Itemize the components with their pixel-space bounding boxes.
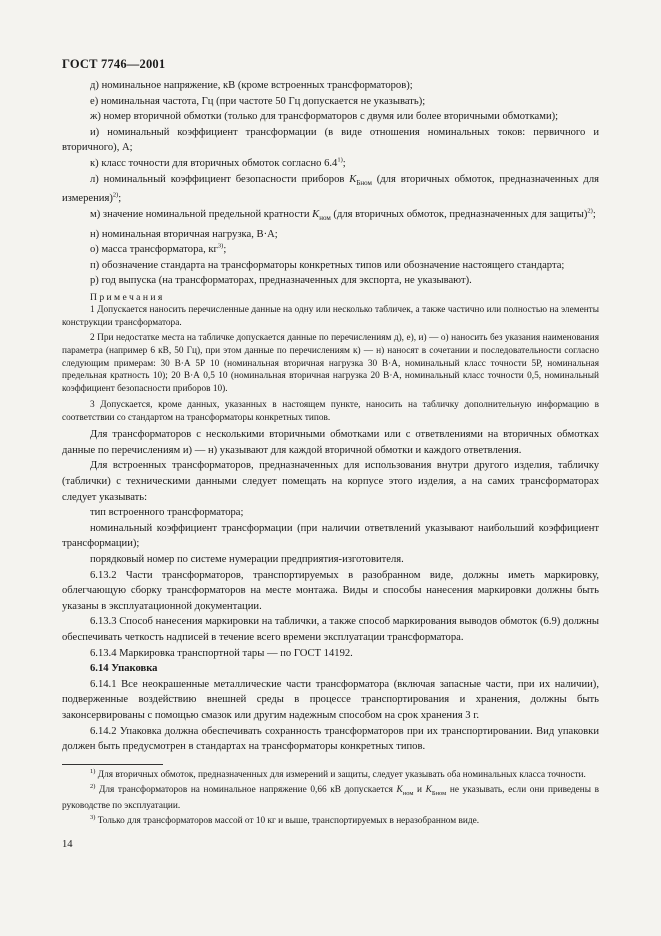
symbol-k: K bbox=[396, 784, 403, 795]
section-6-13-4: 6.13.4 Маркировка транспортной тары — по ГОСТ 14192. bbox=[90, 647, 353, 659]
list-item: е) номинальная частота, Гц (при частоте 50 Гц допускается не указывать); bbox=[90, 95, 426, 107]
list-item-punct: ; bbox=[118, 193, 122, 205]
symbol-subscript: ном bbox=[319, 213, 331, 222]
page-number: 14 bbox=[62, 839, 73, 850]
footnote-divider bbox=[62, 764, 163, 765]
page-header: ГОСТ 7746—2001 bbox=[62, 57, 166, 71]
footnote-mark: 3) bbox=[90, 813, 96, 821]
footnotes bbox=[62, 769, 599, 829]
section-heading: 6.14 Упаковка bbox=[90, 663, 158, 675]
footnote-text: Только для трансформаторов массой от 10 кг и выше, транспортируемых в неразобранном виде. bbox=[95, 815, 480, 826]
list-item: и) номинальный коэффициент трансформации (в виде отношения номинальных токов: первичного и вторичного), А; bbox=[62, 126, 599, 154]
list-item-punct: ; bbox=[223, 244, 227, 256]
list-item-text: (для вторичных обмоток, предназначенных для измерения) bbox=[62, 173, 599, 205]
section-6-13-2: 6.13.2 Части трансформаторов, транспортируемых в разобранном виде, должны иметь маркировку, облегчающую сборку трансформаторов на месте монтажа. Виды и способы нанесения маркировки должны быть указаны в эксплуатационной документации. bbox=[62, 569, 599, 612]
footnote-text: Для вторичных обмоток, предназначенных для измерений и защиты, следует указывать оба номинальных класса точности. bbox=[95, 770, 586, 780]
list-item-punct: ; bbox=[592, 208, 596, 220]
footnote-mark: 1) bbox=[90, 767, 96, 775]
section-6-14-2: 6.14.2 Упаковка должна обеспечивать сохранность трансформаторов при их транспортировании. Вид упаковки должен быть предусмотрен в стандартах на трансформаторы конкретных типов. bbox=[62, 725, 599, 753]
footnote-ref: 2) bbox=[587, 207, 593, 215]
footnote-ref: 3) bbox=[217, 242, 224, 250]
list-item: д) номинальное напряжение, кВ (кроме встроенных трансформаторов); bbox=[90, 80, 413, 91]
list-item bbox=[62, 207, 599, 227]
footnote-mark: 2) bbox=[90, 782, 96, 790]
notes-heading: Примечания bbox=[90, 291, 165, 303]
list-item bbox=[62, 156, 599, 172]
footnote-text: не указывать, если они приведены в руководстве по эксплуатации. bbox=[62, 784, 599, 812]
footnote-ref: 2) bbox=[112, 191, 119, 199]
list-item bbox=[62, 172, 599, 207]
note-3: 3 Допускается, кроме данных, указанных в настоящем пункте, наносить на табличку дополнительную информацию в соответствии со стандартом на трансформаторы конкретных типов. bbox=[62, 399, 599, 423]
list-item-text: м) значение номинальной предельной кратности bbox=[90, 208, 310, 220]
paragraph: тип встроенного трансформатора; bbox=[90, 507, 244, 519]
note-2: 2 При недостатке места на табличке допускается данные по перечислениям д), е), и) — о) наносить без указания наименования параметра (например 6 кВ, 50 Гц), при этом данные по перечислениям к) — н) наносят в сочетании и последовательности согласно следующим примерам: 30 В·А 5Р 10 (номинальная вторичная нагрузка 30 В·А, номинальный класс точности 5Р, номинальная предельная кратность 10); 20 В·А 0,5 10 (номинальная вторичная нагрузка 20 В·А, номинальный класс точности 0,5, номинальный коэффициент безопасности приборов 10). bbox=[62, 333, 599, 395]
paragraph: номинальный коэффициент трансформации (при наличии ответвлений указывают наибольший коэффициент трансформации); bbox=[62, 522, 599, 550]
symbol-k: K bbox=[349, 173, 357, 185]
list-item-text: (для вторичных обмоток, предназначенных для защиты) bbox=[330, 208, 588, 220]
section-6-14-1: 6.14.1 Все неокрашенные металлические части трансформатора (включая запасные части, при их наличии), подверженные воздействию внешней среды в процессе транспортирования и хранения, должны быть законсервированы с помощью смазок или другим надежным способом на срок хранения 3 г. bbox=[62, 678, 599, 721]
list-item: ж) номер вторичной обмотки (только для трансформаторов с двумя или более вторичными обмотками); bbox=[90, 111, 559, 123]
paragraph: порядковый номер по системе нумерации предприятия-изготовителя. bbox=[90, 554, 404, 566]
footnote-ref: 1) bbox=[337, 156, 343, 164]
footnote-text: Для трансформаторов на номинальное напряжение 0,66 кВ допускается bbox=[95, 784, 397, 795]
footnote-1 bbox=[62, 769, 599, 782]
list-item-text: к) класс точности для вторичных обмоток согласно 6.4 bbox=[90, 157, 338, 169]
section-6-13-3: 6.13.3 Способ нанесения маркировки на таблички, а также способ маркирования выводов обмоток (6.9) должны обеспечивать четкость надписей в течение всего времени эксплуатации трансформатора. bbox=[62, 616, 599, 643]
list-item: п) обозначение стандарта на трансформаторы конкретных типов или обозначение настоящего стандарта; bbox=[90, 259, 565, 271]
symbol-subscript: Бном bbox=[431, 789, 447, 797]
note-1: 1 Допускается наносить перечисленные данные на одну или несколько табличек, а также частично или полностью на элементы конструкции трансформатора. bbox=[62, 304, 599, 328]
paragraph: Для встроенных трансформаторов, предназначенных для использования внутри другого изделия, табличку (таблички) с техническими данными следует помещать на корпусе этого изделия, а на самих трансформаторах следует указывать: bbox=[62, 460, 599, 503]
list-item-text: л) номинальный коэффициент безопасности приборов bbox=[90, 173, 345, 185]
symbol-subscript: Бном bbox=[356, 178, 372, 187]
list-item: р) год выпуска (на трансформаторах, предназначенных для экспорта, не указывают). bbox=[90, 275, 472, 287]
footnote-3 bbox=[62, 815, 599, 828]
list-item: н) номинальная вторичная нагрузка, В·А; bbox=[90, 228, 278, 240]
list-item bbox=[62, 242, 599, 258]
list-item-text: о) масса трансформатора, кг bbox=[90, 244, 218, 256]
symbol-k: K bbox=[425, 784, 432, 795]
paragraph: Для трансформаторов с несколькими вторичными обмотками или с ответвлениями на вторичных обмотках данные по перечислениям и) — н) указывают для каждой вторичной обмотки и каждого ответвления. bbox=[62, 429, 599, 456]
footnote-text: и bbox=[413, 784, 426, 795]
symbol-k: K bbox=[312, 208, 320, 220]
footnote-2 bbox=[62, 784, 599, 813]
list-item-punct: ; bbox=[342, 157, 346, 169]
main-text bbox=[62, 78, 599, 755]
symbol-subscript: ном bbox=[402, 789, 414, 797]
